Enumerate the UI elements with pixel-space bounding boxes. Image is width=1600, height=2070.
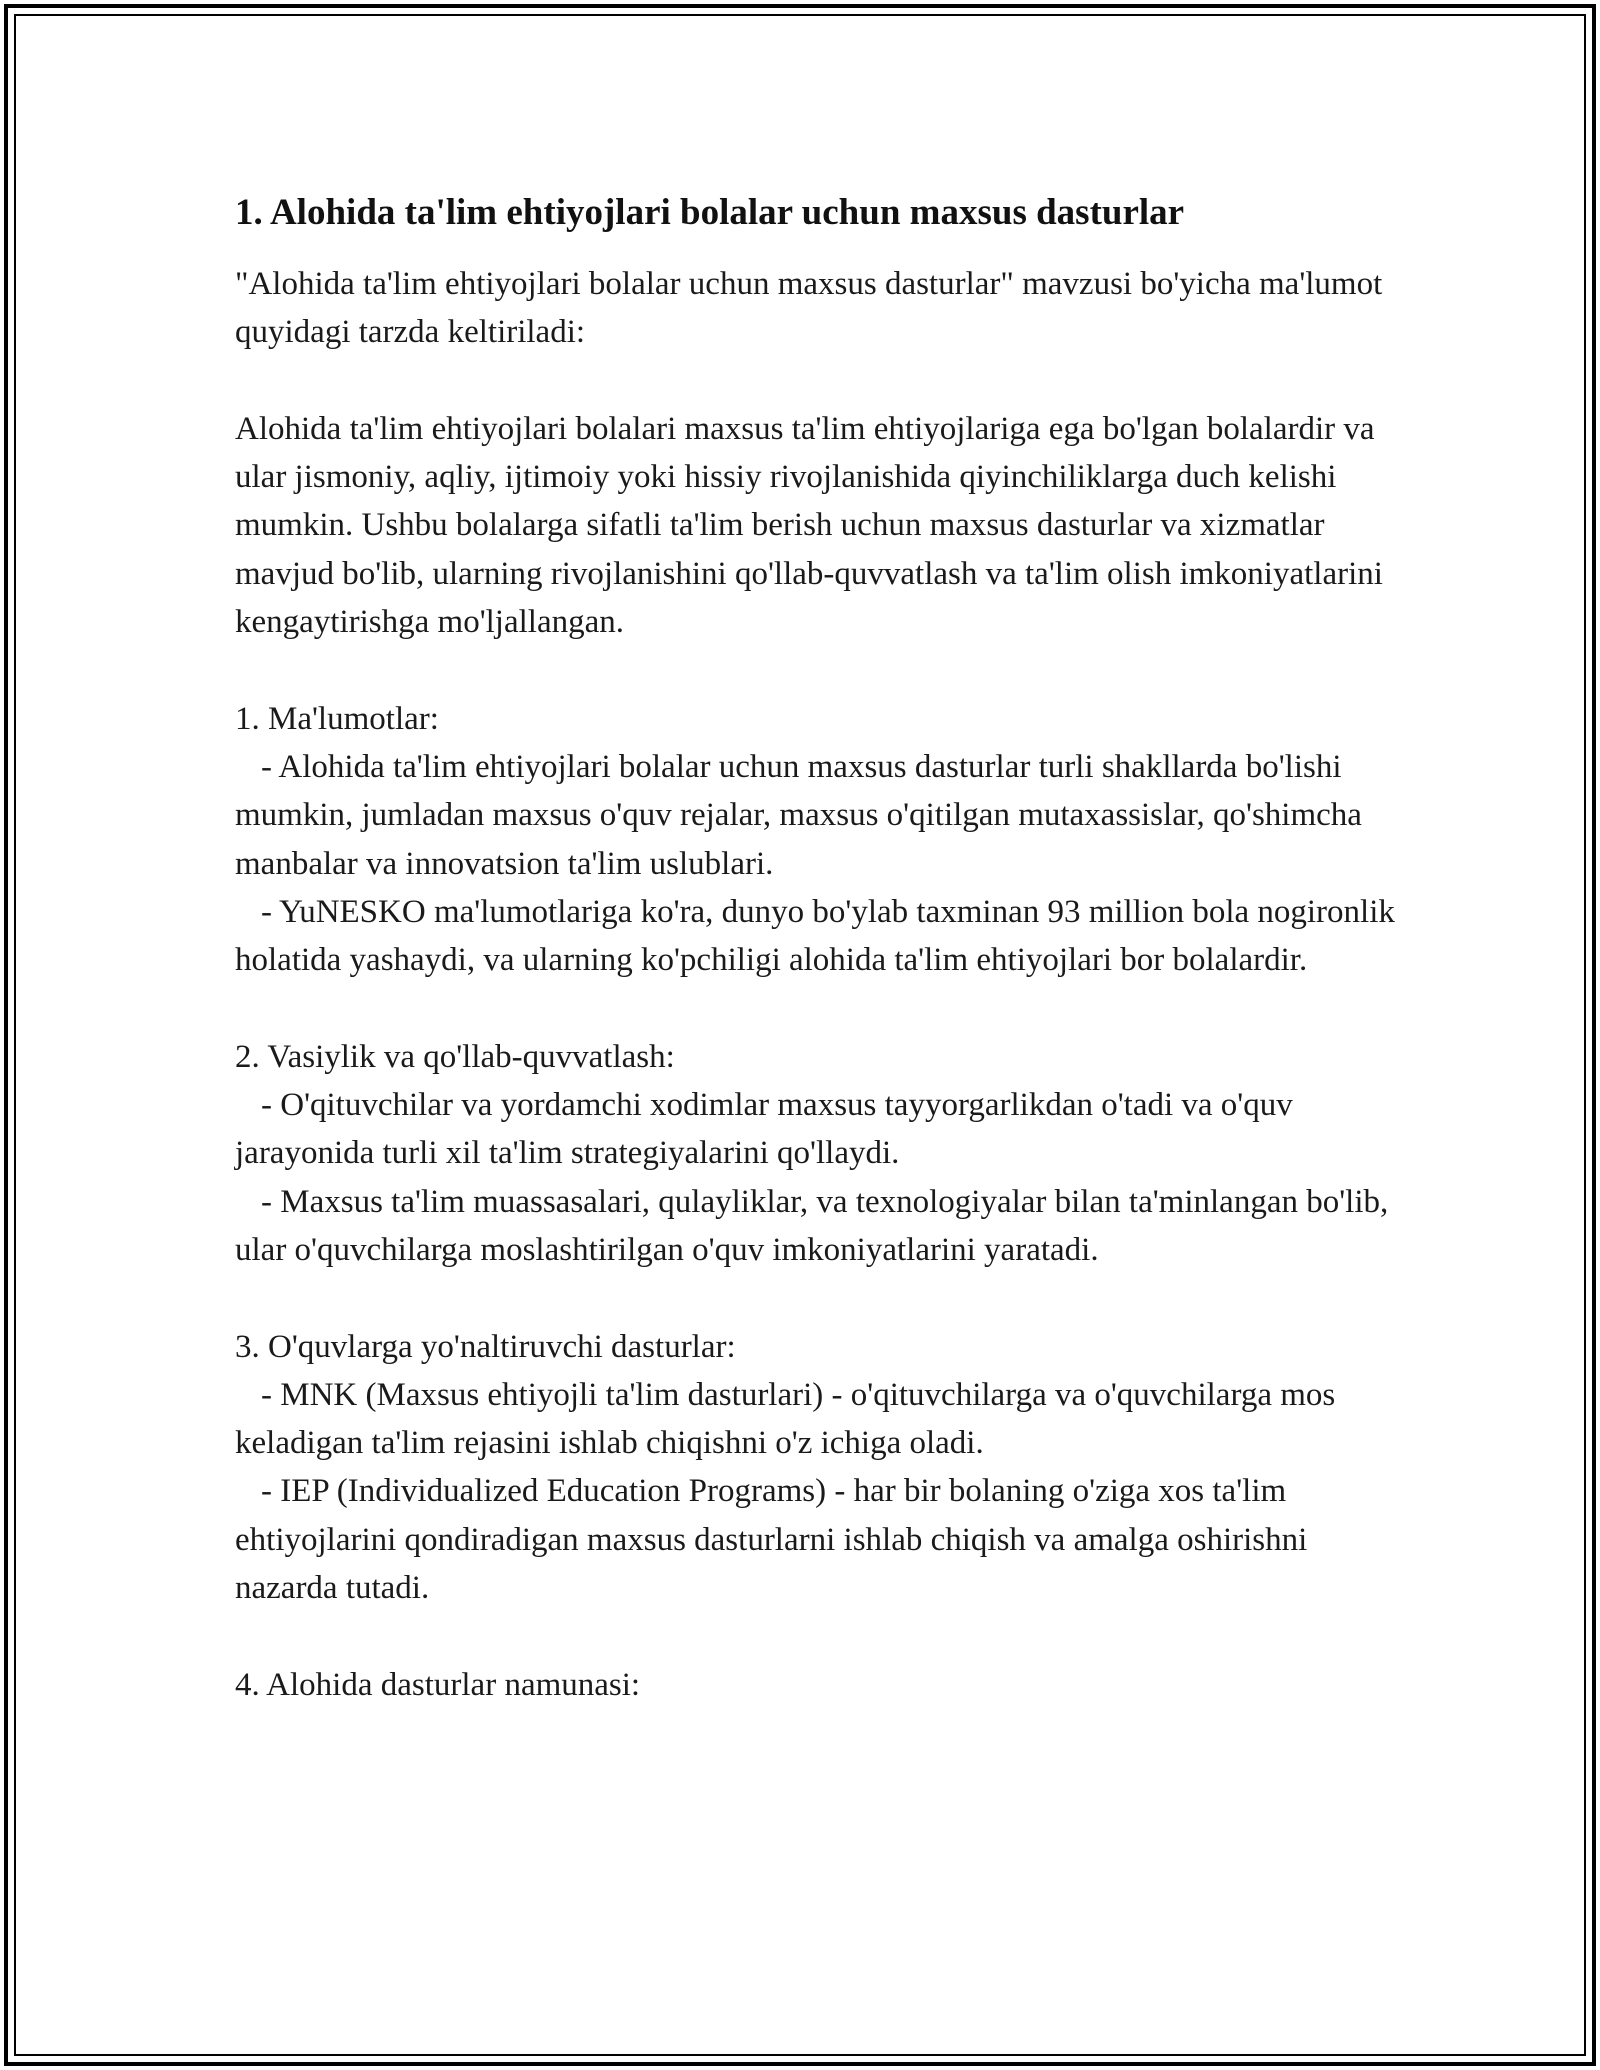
bullet-item: - Alohida ta'lim ehtiyojlari bolalar uchun maxsus dasturlar turli shakllarda bo'lishi mumkin, jumladan maxsus o'quv rejalar, maxsus o'qitilgan mutaxassislar, qo'shimcha manbalar va innovatsion ta'lim uslublari. [235, 748, 1362, 882]
bullet-item: - Maxsus ta'lim muassasalari, qulayliklar, va texnologiyalar bilan ta'minlangan bo'lib, ular o'quvchilarga moslashtirilgan o'quv imkoniyatlarini yaratadi. [235, 1183, 1389, 1268]
paragraph-gap [235, 1274, 1395, 1322]
document-title: 1. Alohida ta'lim ehtiyojlari bolalar uchun maxsus dasturlar [235, 192, 1185, 233]
section-3 [235, 1323, 1395, 1613]
bullet-item: - YuNESKO ma'lumotlariga ko'ra, dunyo bo'ylab taxminan 93 million bola nogironlik holatida yashaydi, va ularning ko'pchiligi alohida ta'lim ehtiyojlari bor bolalardir. [235, 893, 1395, 979]
section-heading: 1. Ma'lumotlar: [235, 700, 439, 737]
section-1 [235, 695, 1395, 985]
paragraph-gap [235, 1612, 1395, 1660]
intro-paragraph: "Alohida ta'lim ehtiyojlari bolalar uchun maxsus dasturlar" mavzusi bo'yicha ma'lumot quyidagi tarzda keltiriladi: [235, 266, 1383, 351]
section-heading: 3. O'quvlarga yo'naltiruvchi dasturlar: [235, 1328, 736, 1365]
section-heading: 2. Vasiylik va qo'llab-quvvatlash: [235, 1038, 675, 1075]
bullet-item: - MNK (Maxsus ehtiyojli ta'lim dasturlari) - o'qituvchilarga va o'quvchilarga mos keladigan ta'lim rejasini ishlab chiqishni o'z ichiga oladi. [235, 1376, 1336, 1462]
section-2 [235, 1033, 1395, 1274]
section-heading: 4. Alohida dasturlar namunasi: [235, 1666, 641, 1703]
bullet-item: - O'qituvchilar va yordamchi xodimlar maxsus tayyorgarlikdan o'tadi va o'quv jarayonida turli xil ta'lim strategiyalarini qo'llaydi. [235, 1087, 1293, 1172]
paragraph-gap [235, 984, 1395, 1032]
document-body [235, 188, 1395, 1709]
paragraph-gap [235, 357, 1395, 405]
paragraph-gap [235, 646, 1395, 694]
overview-paragraph: Alohida ta'lim ehtiyojlari bolalari maxsus ta'lim ehtiyojlariga ega bo'lgan bolalardir va ular jismoniy, aqliy, ijtimoiy yoki hissiy rivojlanishida qiyinchiliklarga duch kelishi mumkin. Ushbu bolalarga sifatli ta'lim berish uchun maxsus dasturlar va xizmatlar mavjud bo'lib, ularning rivojlanishini qo'llab-quvvatlash va ta'lim olish imkoniyatlarini kengaytirishga mo'ljallangan. [235, 410, 1383, 641]
section-4 [235, 1661, 1395, 1709]
bullet-item: - IEP (Individualized Education Programs) - har bir bolaning o'ziga xos ta'lim ehtiyojlarini qondiradigan maxsus dasturlarni ishlab chiqish va amalga oshirishni nazarda tutadi. [235, 1473, 1308, 1607]
